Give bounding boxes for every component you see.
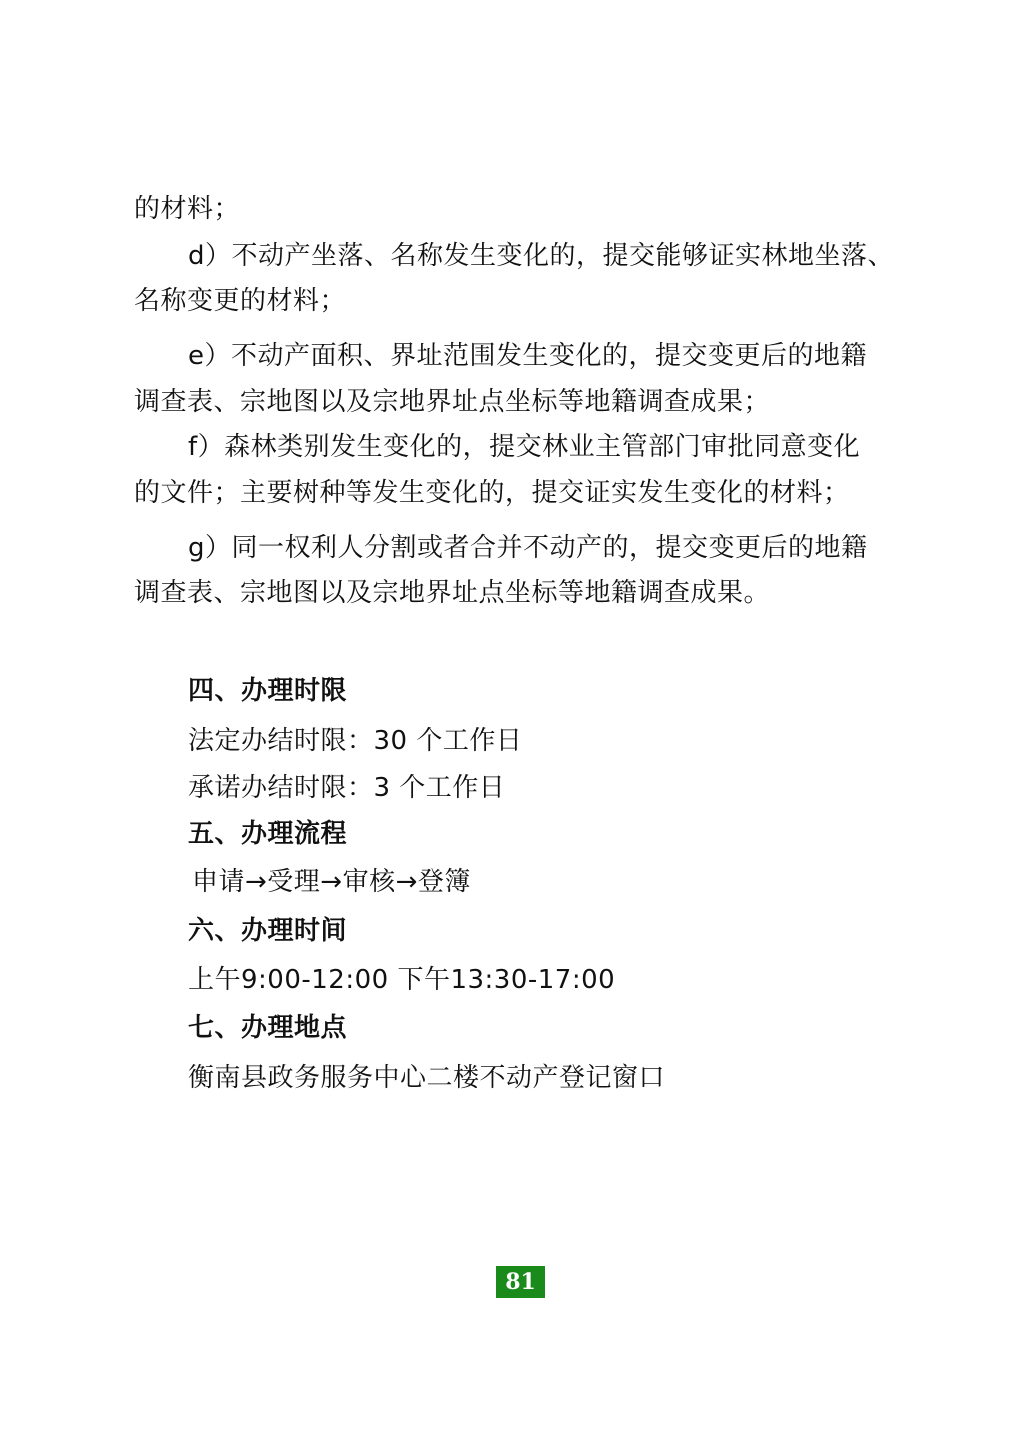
item-d-line-2: 名称变更的材料； (134, 286, 347, 316)
page-number-badge: 81 (496, 1266, 545, 1298)
section-heading-hours: 六、办理时间 (188, 916, 348, 946)
section-heading-time-limit: 四、办理时限 (188, 676, 348, 706)
legal-time-limit: 法定办结时限：30 个工作日 (188, 726, 523, 756)
promised-time-limit: 承诺办结时限：3 个工作日 (188, 773, 506, 803)
item-g-line-2: 调查表、宗地图以及宗地界址点坐标等地籍调查成果。 (134, 578, 771, 608)
item-e-line-2: 调查表、宗地图以及宗地界址点坐标等地籍调查成果； (134, 387, 771, 417)
body-line-1: 的材料； (134, 194, 241, 224)
item-e-line-1: e）不动产面积、界址范围发生变化的，提交变更后的地籍 (188, 341, 867, 371)
item-f-line-1: f）森林类别发生变化的，提交林业主管部门审批同意变化 (188, 432, 861, 462)
process-steps: 申请→受理→审核→登簿 (192, 867, 471, 897)
section-heading-location: 七、办理地点 (188, 1013, 348, 1043)
item-g-line-1: g）同一权利人分割或者合并不动产的，提交变更后的地籍 (188, 533, 868, 563)
item-d-line-1: d）不动产坐落、名称发生变化的，提交能够证实林地坐落、 (188, 241, 895, 271)
office-location: 衡南县政务服务中心二楼不动产登记窗口 (188, 1063, 666, 1093)
item-f-line-2: 的文件；主要树种等发生变化的，提交证实发生变化的材料； (134, 478, 850, 508)
office-hours: 上午9:00-12:00 下午13:30-17:00 (188, 965, 616, 995)
section-heading-process: 五、办理流程 (188, 819, 348, 849)
